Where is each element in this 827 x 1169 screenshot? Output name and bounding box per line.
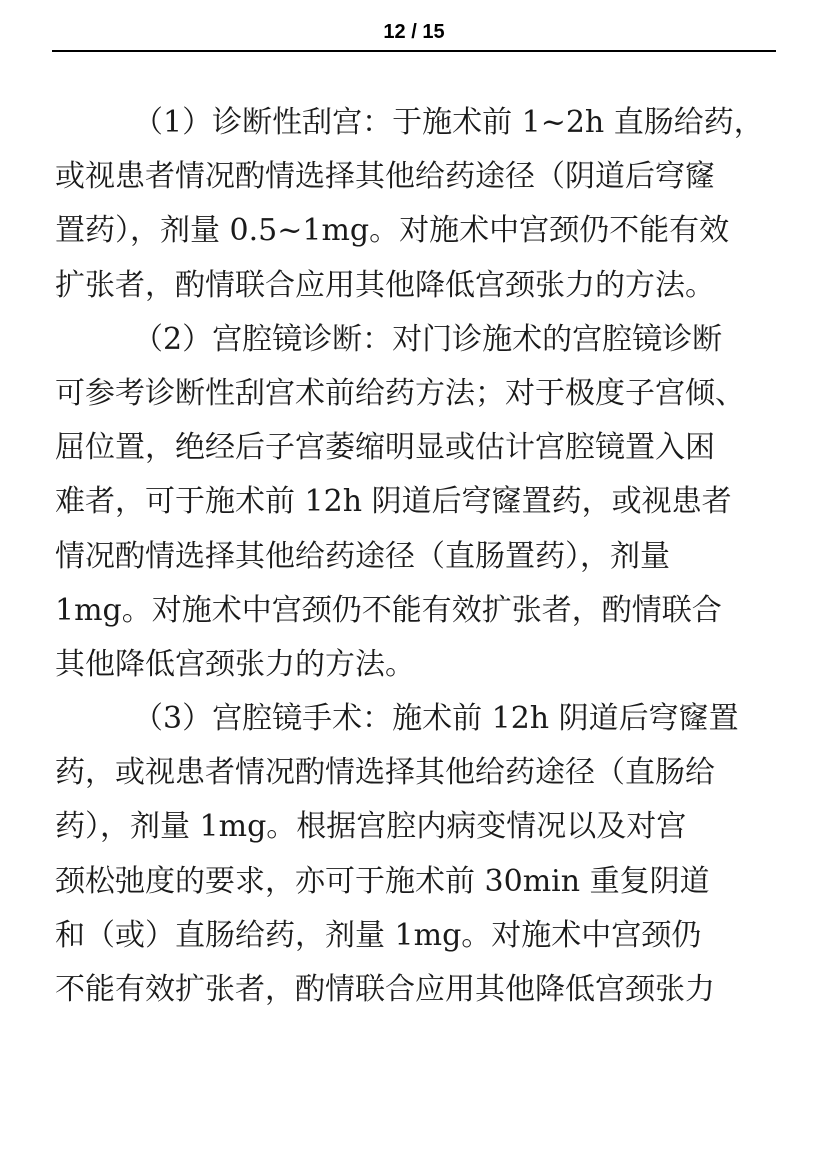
- paragraph-3-line-5: 和（或）直肠给药，剂量 1mg。对施术中宫颈仍: [55, 917, 702, 953]
- paragraph-3-line-6: 不能有效扩张者，酌情联合应用其他降低宫颈张力: [55, 972, 715, 1007]
- paragraph-3-line-3: 药），剂量 1mg。根据宫腔内病变情况以及对宫: [55, 809, 687, 845]
- document-body: [55, 96, 779, 1017]
- paragraph-3-line-1: （3）宫腔镜手术：施术前 12h 阴道后穹窿置: [133, 701, 739, 737]
- paragraph-1-line-4: 扩张者，酌情联合应用其他降低宫颈张力的方法。: [55, 267, 715, 303]
- page-number: 12 / 15: [383, 21, 445, 43]
- paragraph-2-line-1: （2）宫腔镜诊断：对门诊施术的宫腔镜诊断: [133, 321, 723, 357]
- paragraph-2-line-2: 可参考诊断性刮宫术前给药方法；对于极度子宫倾、: [55, 375, 745, 411]
- paragraph-2-line-7: 其他降低宫颈张力的方法。: [55, 646, 415, 682]
- paragraph-1-line-1: （1）诊断性刮宫：于施术前 1~2h 直肠给药，: [133, 105, 764, 140]
- paragraph-1-line-2: 或视患者情况酌情选择其他给药途径（阴道后穹窿: [55, 159, 715, 195]
- paragraph-2-line-5: 情况酌情选择其他给药途径（直肠置药），剂量: [55, 538, 670, 574]
- paragraph-2-line-3: 屈位置，绝经后子宫萎缩明显或估计宫腔镜置入困: [55, 430, 715, 466]
- paragraph-1-line-3: 置药），剂量 0.5~1mg。对施术中宫颈仍不能有效: [55, 213, 730, 249]
- paragraph-3-line-2: 药，或视患者情况酌情选择其他给药途径（直肠给: [55, 755, 715, 791]
- paragraph-2-line-4: 难者，可于施术前 12h 阴道后穹窿置药，或视患者: [55, 484, 732, 520]
- paragraph-3-line-4: 颈松弛度的要求，亦可于施术前 30min 重复阴道: [55, 863, 710, 899]
- paragraph-2-line-6: 1mg。对施术中宫颈仍不能有效扩张者，酌情联合: [55, 592, 722, 628]
- page-header: [52, 18, 776, 52]
